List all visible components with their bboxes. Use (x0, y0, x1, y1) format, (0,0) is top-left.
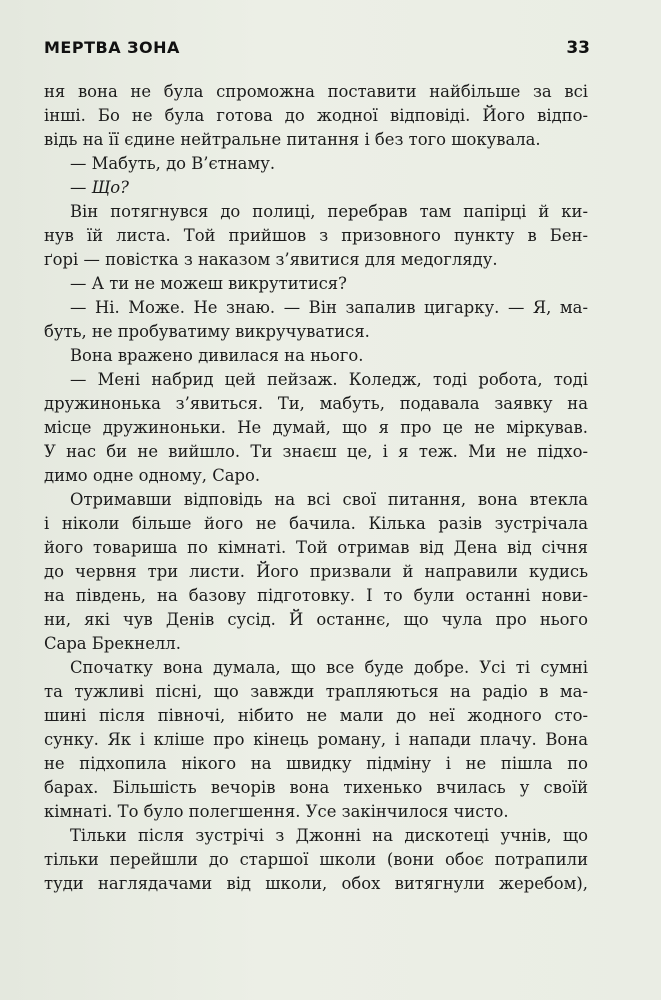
text-line: на південь, на базову підготовку. І то були останні нови- (44, 586, 588, 605)
text-line: — Мабуть, до В’єтнаму. (70, 154, 276, 173)
text-line: туди наглядачами від школи, обох витягнули жеребом), (44, 874, 588, 893)
text-line: — Що? (70, 178, 129, 197)
text-line: до червня три листи. Його призвали й направили кудись (44, 562, 588, 581)
text-line: ґорі — повістка з наказом з’явитися для медогляду. (44, 250, 498, 269)
text-line: сунку. Як і кліше про кінець роману, і напади плачу. Вона (44, 730, 588, 749)
text-line: буть, не пробуватиму викручуватися. (44, 322, 370, 341)
running-title: МЕРТВА ЗОНА (44, 38, 180, 57)
text-line: барах. Більшість вечорів вона тихенько вчилась у своїй (44, 778, 588, 797)
text-line: не підхопила нікого на швидку підміну і не пішла по (44, 754, 588, 773)
text-line: нув їй листа. Той прийшов з призовного пункту в Бен- (44, 226, 588, 245)
text-line: відь на її єдине нейтральне питання і без того шокувала. (44, 130, 541, 149)
text-line: тільки перейшли до старшої школи (вони обоє потрапили (44, 850, 588, 869)
text-line: Спочатку вона думала, що все буде добре. Усі ті сумні (70, 658, 588, 677)
text-line: димо одне одному, Саро. (44, 466, 261, 485)
text-line: та тужливі пісні, що завжди трапляються на радіо в ма- (44, 682, 588, 701)
text-line: дружинонька з’явиться. Ти, мабуть, подавала заявку на (44, 394, 588, 413)
text-line: і ніколи більше його не бачила. Кілька разів зустрічала (44, 514, 588, 533)
text-line: — Ні. Може. Не знаю. — Він запалив цигарку. — Я, ма- (70, 298, 588, 317)
text-line: Він потягнувся до полиці, перебрав там папірці й ки- (70, 202, 588, 221)
text-line: інші. Бо не була готова до жодної відповіді. Його відпо- (44, 106, 588, 125)
text-line: шині після півночі, нібито не мали до неї жодного сто- (44, 706, 588, 725)
body-text (44, 80, 588, 896)
text-line: Вона вражено дивилася на нього. (70, 346, 364, 365)
text-line: кімнаті. То було полегшення. Усе закінчилося чисто. (44, 802, 509, 821)
text-line: У нас би не вийшло. Ти знаєш це, і я теж. Ми не підхо- (44, 442, 588, 461)
page-number: 33 (566, 38, 590, 58)
text-line: ни, які чув Денів сусід. Й останнє, що чула про нього (44, 610, 588, 629)
text-line: його товариша по кімнаті. Той отримав від Дена від січня (44, 538, 588, 557)
text-line: Сара Брекнелл. (44, 634, 181, 653)
text-line: місце дружиноньки. Не думай, що я про це не міркував. (44, 418, 588, 437)
text-line: Тільки після зустрічі з Джонні на дискотеці учнів, що (70, 826, 588, 845)
text-line: — А ти не можеш викрутитися? (70, 274, 347, 293)
text-line: ня вона не була спроможна поставити найбільше за всі (44, 82, 588, 101)
text-line: — Мені набрид цей пейзаж. Коледж, тоді робота, тоді (70, 370, 588, 389)
page-header (44, 38, 590, 64)
text-line: Отримавши відповідь на всі свої питання, вона втекла (70, 490, 588, 509)
